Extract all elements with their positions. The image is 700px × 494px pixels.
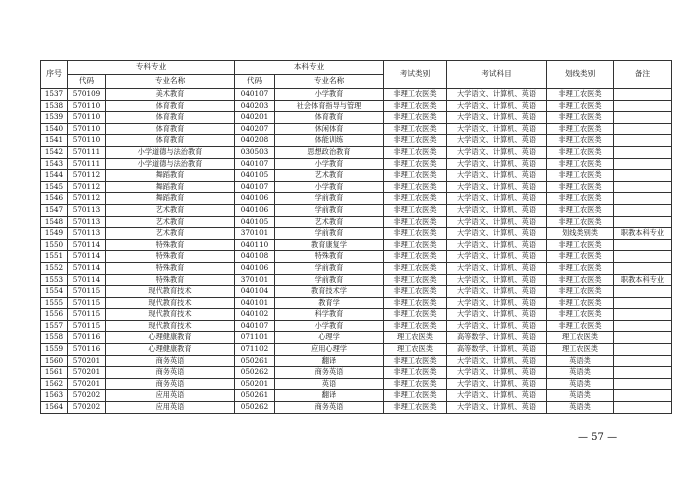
- cell-zk-code: 570116: [68, 332, 106, 344]
- cell-exam-subject: 大学语文、计算机、英语: [447, 216, 547, 228]
- cell-bk-name: 体能训练: [275, 135, 384, 147]
- cell-line-type: 理工农医类: [547, 344, 614, 356]
- table-row: [41, 309, 672, 321]
- table-row: [41, 286, 672, 298]
- cell-zk-name: 现代教育技术: [106, 286, 235, 298]
- cell-exam-subject: 高等数学、计算机、英语: [447, 332, 547, 344]
- cell-remark: [614, 158, 672, 170]
- cell-exam-subject: 大学语文、计算机、英语: [447, 100, 547, 112]
- cell-line-type: 非理工农医类: [547, 251, 614, 263]
- cell-bk-name: 艺术教育: [275, 170, 384, 182]
- cell-zk-name: 特殊教育: [106, 262, 235, 274]
- cell-zk-code: 570116: [68, 344, 106, 356]
- cell-exam-subject: 大学语文、计算机、英语: [447, 135, 547, 147]
- cell-bk-name: 翻译: [275, 355, 384, 367]
- header-bk: 本科专业: [235, 61, 384, 75]
- cell-seq: 1552: [41, 262, 68, 274]
- cell-remark: [614, 89, 672, 101]
- cell-remark: [614, 181, 672, 193]
- header-zk-code: 代码: [68, 75, 106, 89]
- header-bk-name: 专业名称: [275, 75, 384, 89]
- cell-remark: [614, 378, 672, 390]
- cell-zk-name: 现代教育技术: [106, 320, 235, 332]
- cell-seq: 1560: [41, 355, 68, 367]
- cell-bk-code: 050201: [235, 378, 275, 390]
- cell-bk-code: 370101: [235, 274, 275, 286]
- cell-remark: [614, 146, 672, 158]
- cell-bk-name: 学前教育: [275, 204, 384, 216]
- cell-zk-name: 应用英语: [106, 402, 235, 414]
- cell-line-type: 非理工农医类: [547, 158, 614, 170]
- cell-seq: 1540: [41, 123, 68, 135]
- cell-zk-code: 570115: [68, 286, 106, 298]
- cell-line-type: 非理工农医类: [547, 112, 614, 124]
- cell-exam-type: 理工农医类: [384, 344, 447, 356]
- cell-zk-name: 舞蹈教育: [106, 170, 235, 182]
- cell-bk-code: 040107: [235, 320, 275, 332]
- cell-bk-name: 教育康复学: [275, 239, 384, 251]
- cell-seq: 1551: [41, 251, 68, 263]
- page-number: — 57 —: [578, 432, 618, 443]
- cell-bk-code: 050261: [235, 390, 275, 402]
- cell-exam-type: 非理工农医类: [384, 297, 447, 309]
- cell-exam-type: 非理工农医类: [384, 135, 447, 147]
- table-row: [41, 135, 672, 147]
- cell-line-type: 非理工农医类: [547, 181, 614, 193]
- header-bk-code: 代码: [235, 75, 275, 89]
- cell-exam-subject: 大学语文、计算机、英语: [447, 170, 547, 182]
- cell-exam-subject: 大学语文、计算机、英语: [447, 262, 547, 274]
- cell-remark: [614, 332, 672, 344]
- cell-bk-name: 社会体育指导与管理: [275, 100, 384, 112]
- cell-zk-code: 570115: [68, 297, 106, 309]
- cell-line-type: 非理工农医类: [547, 204, 614, 216]
- cell-seq: 1539: [41, 112, 68, 124]
- cell-line-type: 非理工农医类: [547, 170, 614, 182]
- cell-line-type: 非理工农医类: [547, 320, 614, 332]
- cell-seq: 1546: [41, 193, 68, 205]
- cell-zk-name: 体育教育: [106, 112, 235, 124]
- cell-exam-type: 非理工农医类: [384, 402, 447, 414]
- cell-zk-code: 570110: [68, 100, 106, 112]
- cell-zk-code: 570112: [68, 170, 106, 182]
- cell-zk-code: 570201: [68, 378, 106, 390]
- table-row: [41, 228, 672, 240]
- cell-line-type: 英语类: [547, 355, 614, 367]
- cell-bk-code: 040201: [235, 112, 275, 124]
- cell-seq: 1548: [41, 216, 68, 228]
- cell-remark: [614, 390, 672, 402]
- cell-exam-type: 非理工农医类: [384, 239, 447, 251]
- cell-zk-name: 体育教育: [106, 135, 235, 147]
- cell-zk-name: 心理健康教育: [106, 332, 235, 344]
- cell-zk-name: 体育教育: [106, 100, 235, 112]
- cell-seq: 1549: [41, 228, 68, 240]
- cell-exam-type: 非理工农医类: [384, 100, 447, 112]
- cell-exam-type: 非理工农医类: [384, 262, 447, 274]
- cell-bk-name: 艺术教育: [275, 216, 384, 228]
- cell-bk-code: 071101: [235, 332, 275, 344]
- cell-bk-code: 050262: [235, 402, 275, 414]
- table-row: [41, 378, 672, 390]
- cell-bk-code: 040102: [235, 309, 275, 321]
- cell-line-type: 非理工农医类: [547, 123, 614, 135]
- cell-exam-subject: 大学语文、计算机、英语: [447, 204, 547, 216]
- cell-remark: [614, 123, 672, 135]
- table-row: [41, 89, 672, 101]
- cell-line-type: 非理工农医类: [547, 274, 614, 286]
- table-row: [41, 193, 672, 205]
- cell-exam-type: 非理工农医类: [384, 286, 447, 298]
- cell-remark: [614, 262, 672, 274]
- cell-bk-name: 教育技术学: [275, 286, 384, 298]
- cell-exam-type: 非理工农医类: [384, 355, 447, 367]
- cell-exam-subject: 大学语文、计算机、英语: [447, 309, 547, 321]
- cell-line-type: 非理工农医类: [547, 100, 614, 112]
- cell-exam-type: 非理工农医类: [384, 228, 447, 240]
- cell-remark: [614, 367, 672, 379]
- cell-bk-name: 休闲体育: [275, 123, 384, 135]
- cell-bk-name: 商务英语: [275, 367, 384, 379]
- cell-exam-subject: 大学语文、计算机、英语: [447, 390, 547, 402]
- cell-seq: 1544: [41, 170, 68, 182]
- cell-bk-code: 040106: [235, 204, 275, 216]
- cell-zk-code: 570112: [68, 181, 106, 193]
- cell-zk-name: 特殊教育: [106, 251, 235, 263]
- cell-bk-name: 体育教育: [275, 112, 384, 124]
- cell-exam-subject: 大学语文、计算机、英语: [447, 89, 547, 101]
- cell-zk-code: 570109: [68, 89, 106, 101]
- cell-bk-name: 科学教育: [275, 309, 384, 321]
- cell-remark: [614, 344, 672, 356]
- cell-zk-code: 570114: [68, 274, 106, 286]
- cell-zk-name: 应用英语: [106, 390, 235, 402]
- cell-zk-name: 心理健康教育: [106, 344, 235, 356]
- cell-exam-subject: 大学语文、计算机、英语: [447, 274, 547, 286]
- table-row: [41, 320, 672, 332]
- cell-zk-name: 艺术教育: [106, 228, 235, 240]
- cell-seq: 1562: [41, 378, 68, 390]
- cell-seq: 1557: [41, 320, 68, 332]
- cell-seq: 1563: [41, 390, 68, 402]
- table-row: [41, 262, 672, 274]
- cell-remark: [614, 402, 672, 414]
- cell-exam-subject: 大学语文、计算机、英语: [447, 355, 547, 367]
- cell-remark: [614, 193, 672, 205]
- cell-exam-type: 非理工农医类: [384, 181, 447, 193]
- cell-exam-type: 非理工农医类: [384, 123, 447, 135]
- cell-zk-code: 570201: [68, 367, 106, 379]
- cell-exam-type: 非理工农医类: [384, 390, 447, 402]
- cell-line-type: 英语类: [547, 390, 614, 402]
- cell-exam-type: 非理工农医类: [384, 146, 447, 158]
- cell-zk-name: 商务英语: [106, 367, 235, 379]
- table-row: [41, 170, 672, 182]
- cell-exam-type: 非理工农医类: [384, 193, 447, 205]
- cell-bk-code: 071102: [235, 344, 275, 356]
- cell-zk-code: 570113: [68, 216, 106, 228]
- table-row: [41, 367, 672, 379]
- table-row: [41, 355, 672, 367]
- cell-line-type: 非理工农医类: [547, 146, 614, 158]
- header-exam-type: 考试类别: [384, 61, 447, 89]
- cell-zk-code: 570111: [68, 146, 106, 158]
- cell-bk-name: 英语: [275, 378, 384, 390]
- cell-zk-name: 现代教育技术: [106, 297, 235, 309]
- cell-exam-subject: 大学语文、计算机、英语: [447, 297, 547, 309]
- cell-bk-code: 040101: [235, 297, 275, 309]
- cell-exam-type: 理工农医类: [384, 332, 447, 344]
- cell-exam-type: 非理工农医类: [384, 89, 447, 101]
- cell-seq: 1538: [41, 100, 68, 112]
- major-table: [40, 60, 672, 414]
- cell-bk-code: 040110: [235, 239, 275, 251]
- cell-exam-subject: 大学语文、计算机、英语: [447, 146, 547, 158]
- cell-zk-code: 570114: [68, 251, 106, 263]
- cell-bk-code: 040107: [235, 158, 275, 170]
- cell-bk-name: 学前教育: [275, 262, 384, 274]
- cell-bk-code: 030503: [235, 146, 275, 158]
- header-seq: 序号: [41, 61, 68, 89]
- table-row: [41, 146, 672, 158]
- cell-zk-code: 570115: [68, 309, 106, 321]
- table-row: [41, 332, 672, 344]
- cell-bk-name: 心理学: [275, 332, 384, 344]
- cell-exam-subject: 大学语文、计算机、英语: [447, 378, 547, 390]
- table-header: [41, 61, 672, 89]
- cell-bk-name: 商务英语: [275, 402, 384, 414]
- cell-bk-code: 040106: [235, 262, 275, 274]
- cell-zk-code: 570111: [68, 158, 106, 170]
- cell-exam-type: 非理工农医类: [384, 158, 447, 170]
- cell-seq: 1561: [41, 367, 68, 379]
- cell-remark: [614, 216, 672, 228]
- cell-zk-name: 小学道德与法治教育: [106, 158, 235, 170]
- cell-bk-code: 040105: [235, 170, 275, 182]
- header-zk-name: 专业名称: [106, 75, 235, 89]
- cell-zk-name: 美术教育: [106, 89, 235, 101]
- table-row: [41, 274, 672, 286]
- cell-bk-code: 040106: [235, 193, 275, 205]
- cell-bk-code: 040108: [235, 251, 275, 263]
- cell-zk-name: 特殊教育: [106, 274, 235, 286]
- cell-exam-subject: 大学语文、计算机、英语: [447, 158, 547, 170]
- cell-bk-name: 学前教育: [275, 274, 384, 286]
- cell-zk-code: 570201: [68, 355, 106, 367]
- cell-bk-code: 370101: [235, 228, 275, 240]
- cell-zk-name: 特殊教育: [106, 239, 235, 251]
- cell-remark: 职教本科专业: [614, 228, 672, 240]
- cell-seq: 1558: [41, 332, 68, 344]
- cell-line-type: 英语类: [547, 402, 614, 414]
- cell-bk-code: 040105: [235, 216, 275, 228]
- cell-zk-code: 570110: [68, 112, 106, 124]
- cell-exam-type: 非理工农医类: [384, 251, 447, 263]
- cell-remark: [614, 286, 672, 298]
- cell-line-type: 非理工农医类: [547, 216, 614, 228]
- cell-zk-code: 570202: [68, 390, 106, 402]
- table-row: [41, 181, 672, 193]
- cell-line-type: 非理工农医类: [547, 239, 614, 251]
- cell-bk-name: 小学教育: [275, 181, 384, 193]
- cell-bk-code: 050262: [235, 367, 275, 379]
- cell-exam-type: 非理工农医类: [384, 378, 447, 390]
- cell-line-type: 非理工农医类: [547, 135, 614, 147]
- cell-remark: [614, 239, 672, 251]
- cell-bk-name: 小学教育: [275, 89, 384, 101]
- cell-zk-name: 体育教育: [106, 123, 235, 135]
- table-row: [41, 158, 672, 170]
- cell-zk-code: 570110: [68, 123, 106, 135]
- cell-remark: [614, 112, 672, 124]
- header-line-type: 划线类别: [547, 61, 614, 89]
- cell-seq: 1541: [41, 135, 68, 147]
- header-zk: 专科专业: [68, 61, 235, 75]
- cell-line-type: 划线类别类: [547, 228, 614, 240]
- cell-zk-code: 570114: [68, 262, 106, 274]
- cell-remark: [614, 204, 672, 216]
- cell-remark: [614, 355, 672, 367]
- table-row: [41, 100, 672, 112]
- cell-exam-subject: 大学语文、计算机、英语: [447, 193, 547, 205]
- cell-exam-subject: 大学语文、计算机、英语: [447, 112, 547, 124]
- cell-exam-subject: 大学语文、计算机、英语: [447, 286, 547, 298]
- cell-line-type: 非理工农医类: [547, 286, 614, 298]
- cell-line-type: 英语类: [547, 367, 614, 379]
- cell-exam-subject: 高等数学、计算机、英语: [447, 344, 547, 356]
- cell-line-type: 非理工农医类: [547, 309, 614, 321]
- cell-zk-code: 570113: [68, 204, 106, 216]
- cell-remark: [614, 320, 672, 332]
- cell-seq: 1555: [41, 297, 68, 309]
- cell-line-type: 非理工农医类: [547, 89, 614, 101]
- table-row: [41, 216, 672, 228]
- cell-remark: [614, 135, 672, 147]
- cell-remark: [614, 100, 672, 112]
- cell-zk-code: 570114: [68, 239, 106, 251]
- cell-zk-name: 商务英语: [106, 378, 235, 390]
- cell-bk-code: 040208: [235, 135, 275, 147]
- cell-zk-code: 570112: [68, 193, 106, 205]
- cell-seq: 1550: [41, 239, 68, 251]
- table-row: [41, 204, 672, 216]
- header-remark: 备注: [614, 61, 672, 89]
- table-row: [41, 297, 672, 309]
- cell-exam-type: 非理工农医类: [384, 204, 447, 216]
- cell-bk-name: 小学教育: [275, 320, 384, 332]
- cell-bk-name: 特殊教育: [275, 251, 384, 263]
- cell-zk-name: 商务英语: [106, 355, 235, 367]
- cell-line-type: 非理工农医类: [547, 193, 614, 205]
- cell-zk-code: 570113: [68, 228, 106, 240]
- table-row: [41, 251, 672, 263]
- cell-bk-code: 040107: [235, 89, 275, 101]
- cell-bk-name: 应用心理学: [275, 344, 384, 356]
- cell-exam-subject: 大学语文、计算机、英语: [447, 320, 547, 332]
- cell-line-type: 非理工农医类: [547, 297, 614, 309]
- cell-zk-name: 艺术教育: [106, 216, 235, 228]
- header-exam-subject: 考试科目: [447, 61, 547, 89]
- table-row: [41, 123, 672, 135]
- cell-seq: 1545: [41, 181, 68, 193]
- cell-zk-code: 570202: [68, 402, 106, 414]
- cell-exam-subject: 大学语文、计算机、英语: [447, 251, 547, 263]
- cell-line-type: 理工农医类: [547, 332, 614, 344]
- table-row: [41, 239, 672, 251]
- cell-seq: 1542: [41, 146, 68, 158]
- cell-bk-name: 翻译: [275, 390, 384, 402]
- cell-bk-code: 040207: [235, 123, 275, 135]
- cell-bk-name: 学前教育: [275, 193, 384, 205]
- cell-exam-type: 非理工农医类: [384, 320, 447, 332]
- cell-seq: 1553: [41, 274, 68, 286]
- cell-seq: 1556: [41, 309, 68, 321]
- table-body: [41, 89, 672, 414]
- cell-seq: 1537: [41, 89, 68, 101]
- cell-zk-name: 现代教育技术: [106, 309, 235, 321]
- cell-zk-name: 小学道德与法治教育: [106, 146, 235, 158]
- cell-bk-code: 040107: [235, 181, 275, 193]
- cell-exam-type: 非理工农医类: [384, 112, 447, 124]
- cell-exam-subject: 大学语文、计算机、英语: [447, 228, 547, 240]
- cell-exam-type: 非理工农医类: [384, 216, 447, 228]
- cell-bk-code: 040203: [235, 100, 275, 112]
- cell-exam-type: 非理工农医类: [384, 170, 447, 182]
- cell-seq: 1559: [41, 344, 68, 356]
- cell-exam-subject: 大学语文、计算机、英语: [447, 402, 547, 414]
- cell-exam-type: 非理工农医类: [384, 309, 447, 321]
- cell-remark: [614, 297, 672, 309]
- cell-seq: 1564: [41, 402, 68, 414]
- cell-remark: 职教本科专业: [614, 274, 672, 286]
- cell-seq: 1547: [41, 204, 68, 216]
- cell-zk-name: 舞蹈教育: [106, 193, 235, 205]
- cell-exam-subject: 大学语文、计算机、英语: [447, 181, 547, 193]
- table-row: [41, 344, 672, 356]
- cell-bk-name: 学前教育: [275, 228, 384, 240]
- cell-zk-name: 艺术教育: [106, 204, 235, 216]
- cell-remark: [614, 309, 672, 321]
- cell-seq: 1543: [41, 158, 68, 170]
- cell-bk-name: 小学教育: [275, 158, 384, 170]
- cell-bk-name: 教育学: [275, 297, 384, 309]
- table-row: [41, 390, 672, 402]
- cell-zk-code: 570110: [68, 135, 106, 147]
- cell-line-type: 非理工农医类: [547, 262, 614, 274]
- cell-bk-name: 思想政治教育: [275, 146, 384, 158]
- cell-seq: 1554: [41, 286, 68, 298]
- cell-remark: [614, 251, 672, 263]
- cell-zk-code: 570115: [68, 320, 106, 332]
- cell-exam-subject: 大学语文、计算机、英语: [447, 123, 547, 135]
- cell-exam-type: 非理工农医类: [384, 367, 447, 379]
- cell-exam-subject: 大学语文、计算机、英语: [447, 367, 547, 379]
- cell-exam-subject: 大学语文、计算机、英语: [447, 239, 547, 251]
- cell-remark: [614, 170, 672, 182]
- table-row: [41, 402, 672, 414]
- cell-exam-type: 非理工农医类: [384, 274, 447, 286]
- cell-line-type: 英语类: [547, 378, 614, 390]
- cell-zk-name: 舞蹈教育: [106, 181, 235, 193]
- table-row: [41, 112, 672, 124]
- cell-bk-code: 050261: [235, 355, 275, 367]
- cell-bk-code: 040104: [235, 286, 275, 298]
